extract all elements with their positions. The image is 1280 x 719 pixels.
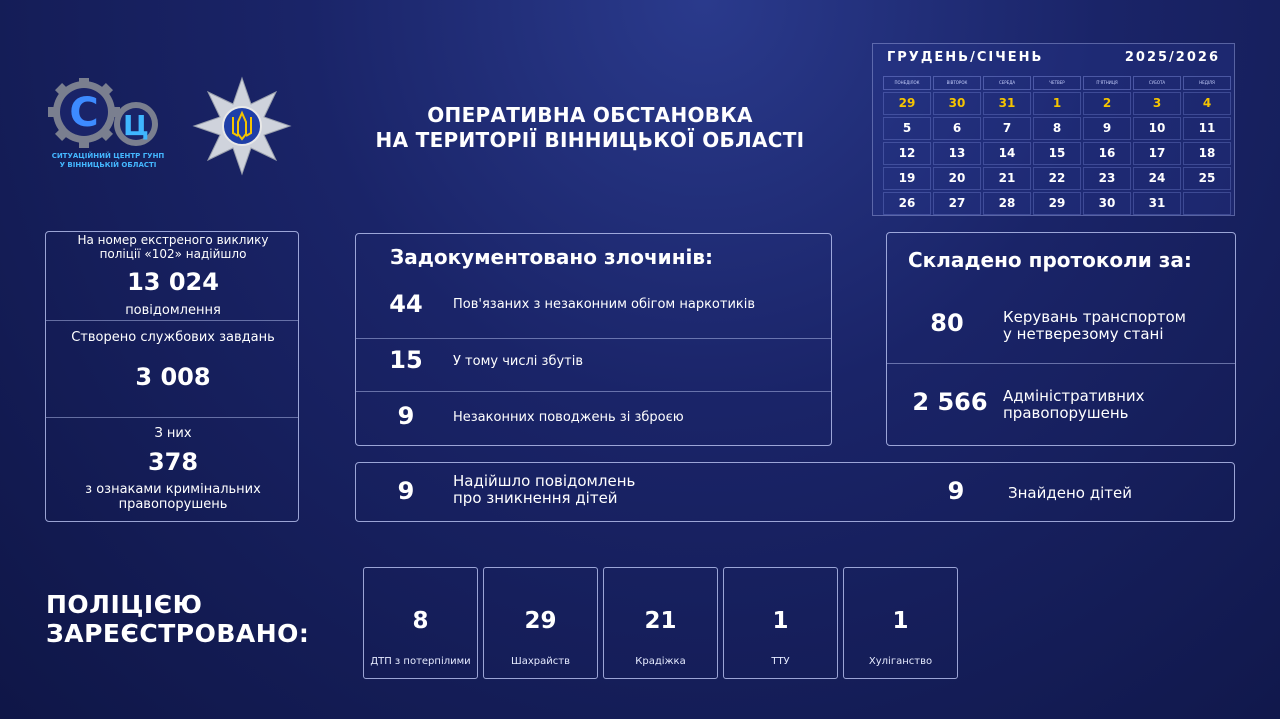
calendar-day: 8 — [1033, 117, 1081, 140]
registered-card-hooliganism — [843, 567, 958, 679]
criminal-label — [46, 482, 300, 512]
registered-label: ТТУ — [771, 656, 790, 667]
registered-value: 21 — [644, 608, 677, 634]
protocol-value-admin: 2 566 — [912, 388, 988, 416]
tasks-label: Створено службових завдань — [71, 330, 275, 345]
divider — [46, 417, 298, 418]
calendar-weekday: ВІВТОРОК — [933, 76, 981, 90]
protocol-label-dui — [1003, 309, 1186, 343]
protocol-label-admin-line2: правопорушень — [1003, 404, 1129, 422]
calendar-day: 6 — [933, 117, 981, 140]
divider — [356, 338, 831, 339]
crime-label-weapons: Незаконних поводжень зі зброєю — [453, 410, 684, 425]
calendar-day: 25 — [1183, 167, 1231, 190]
calendar-day: 17 — [1133, 142, 1181, 165]
calendar-day: 24 — [1133, 167, 1181, 190]
registered-title-line2: ЗАРЕЄСТРОВАНО: — [46, 619, 310, 648]
calendar-day: 26 — [883, 192, 931, 215]
calendar-day: 2 — [1083, 92, 1131, 115]
registered-value: 1 — [772, 608, 789, 634]
registered-value: 29 — [524, 608, 557, 634]
criminal-label-line2: правопорушень — [118, 497, 228, 512]
calendar — [872, 43, 1235, 216]
missing-children-label-line1: Надійшло повідомлень — [453, 472, 636, 490]
found-children-label: Знайдено дітей — [1008, 484, 1132, 502]
registered-title — [46, 590, 309, 648]
calendar-day: 30 — [933, 92, 981, 115]
registered-title-line1: ПОЛІЦІЄЮ — [46, 590, 203, 619]
calendar-day: 11 — [1183, 117, 1231, 140]
calendar-day: 21 — [983, 167, 1031, 190]
logo-caption-line1: СИТУАЦІЙНИЙ ЦЕНТР ГУНП — [51, 152, 165, 160]
svg-text:С: С — [69, 90, 99, 136]
calendar-weekday: СЕРЕДА — [983, 76, 1031, 90]
missing-children-label-line2: про зникнення дітей — [453, 489, 618, 507]
registered-card-accidents — [363, 567, 478, 679]
calendar-weekday: НЕДІЛЯ — [1183, 76, 1231, 90]
calendar-day: 20 — [933, 167, 981, 190]
protocol-label-admin — [1003, 388, 1145, 422]
calendar-day: 10 — [1133, 117, 1181, 140]
registered-card-ttu — [723, 567, 838, 679]
police-star-logo — [192, 76, 292, 176]
missing-children-count: 9 — [397, 477, 415, 505]
registered-value: 8 — [412, 608, 429, 634]
registered-label: Хуліганство — [868, 656, 933, 667]
calendar-day: 12 — [883, 142, 931, 165]
calendar-day: 4 — [1183, 92, 1231, 115]
tasks-count: 3 008 — [135, 363, 211, 391]
divider — [887, 363, 1235, 364]
calendar-weekday: СУБОТА — [1133, 76, 1181, 90]
registered-card-fraud — [483, 567, 598, 679]
calls-panel — [45, 231, 299, 522]
registered-label: Крадіжка — [635, 656, 686, 667]
calendar-day: 28 — [983, 192, 1031, 215]
protocols-heading: Складено протоколи за: — [908, 248, 1192, 272]
calendar-day: 29 — [883, 92, 931, 115]
calls-intro — [46, 233, 300, 261]
calendar-years: 2025/2026 — [1124, 50, 1220, 65]
crime-value-sales: 15 — [389, 346, 423, 374]
calendar-grid — [883, 76, 1223, 215]
calendar-day: 5 — [883, 117, 931, 140]
protocol-label-dui-line2: у нетверезому стані — [1003, 325, 1164, 343]
calls-intro-line2: поліції «102» надійшло — [99, 247, 247, 261]
calendar-day: 14 — [983, 142, 1031, 165]
calendar-months: ГРУДЕНЬ/СІЧЕНЬ — [887, 50, 1044, 65]
protocol-value-dui: 80 — [930, 309, 964, 337]
missing-children-label — [453, 473, 635, 507]
protocols-panel — [886, 232, 1236, 446]
protocol-label-admin-line1: Адміністративних — [1003, 387, 1145, 405]
calendar-day: 19 — [883, 167, 931, 190]
calendar-day: 15 — [1033, 142, 1081, 165]
criminal-label-line1: з ознаками кримінальних — [85, 482, 261, 497]
calendar-day: 16 — [1083, 142, 1131, 165]
calendar-day: 30 — [1083, 192, 1131, 215]
calendar-day: 31 — [1133, 192, 1181, 215]
calendar-day — [1183, 192, 1231, 215]
svg-text:Ц: Ц — [123, 109, 149, 142]
crime-label-sales: У тому числі збутів — [453, 354, 584, 369]
divider — [356, 391, 831, 392]
criminal-count: 378 — [147, 448, 199, 476]
calendar-day: 7 — [983, 117, 1031, 140]
calendar-day: 27 — [933, 192, 981, 215]
title-line2: НА ТЕРИТОРІЇ ВІННИЦЬКОЇ ОБЛАСТІ — [375, 128, 805, 152]
crime-label-drugs: Пов'язаних з незаконним обігом наркотиків — [453, 297, 756, 312]
registered-label: ДТП з потерпілими — [370, 656, 471, 667]
of-them-label: З них — [154, 426, 192, 441]
calendar-weekday: ЧЕТВЕР — [1033, 76, 1081, 90]
crimes-panel — [355, 233, 832, 446]
calendar-day: 31 — [983, 92, 1031, 115]
children-panel — [355, 462, 1235, 522]
calendar-day: 22 — [1033, 167, 1081, 190]
found-children-count: 9 — [947, 477, 965, 505]
calendar-weekday: ПОНЕДІЛОК — [883, 76, 931, 90]
calendar-day: 9 — [1083, 117, 1131, 140]
logo-caption-line2: У ВІННИЦЬКІЙ ОБЛАСТІ — [59, 161, 157, 169]
calendar-day: 13 — [933, 142, 981, 165]
calendar-weekday: П'ЯТНИЦЯ — [1083, 76, 1131, 90]
protocol-label-dui-line1: Керувань транспортом — [1003, 308, 1186, 326]
calendar-day: 18 — [1183, 142, 1231, 165]
calendar-day: 29 — [1033, 192, 1081, 215]
registered-value: 1 — [892, 608, 909, 634]
registered-label: Шахрайств — [511, 656, 570, 667]
registered-card-theft — [603, 567, 718, 679]
divider — [46, 320, 298, 321]
calendar-day: 3 — [1133, 92, 1181, 115]
calendar-day: 23 — [1083, 167, 1131, 190]
calls-unit: повідомлення — [125, 303, 221, 318]
crime-value-weapons: 9 — [397, 402, 415, 430]
calendar-day: 1 — [1033, 92, 1081, 115]
calls-count: 13 024 — [127, 268, 219, 296]
crimes-heading: Задокументовано злочинів: — [390, 245, 714, 269]
page-title — [340, 103, 840, 153]
calls-intro-line1: На номер екстреного виклику — [77, 233, 269, 247]
crime-value-drugs: 44 — [389, 290, 423, 318]
logo-caption — [46, 152, 170, 170]
title-line1: ОПЕРАТИВНА ОБСТАНОВКА — [427, 103, 753, 127]
